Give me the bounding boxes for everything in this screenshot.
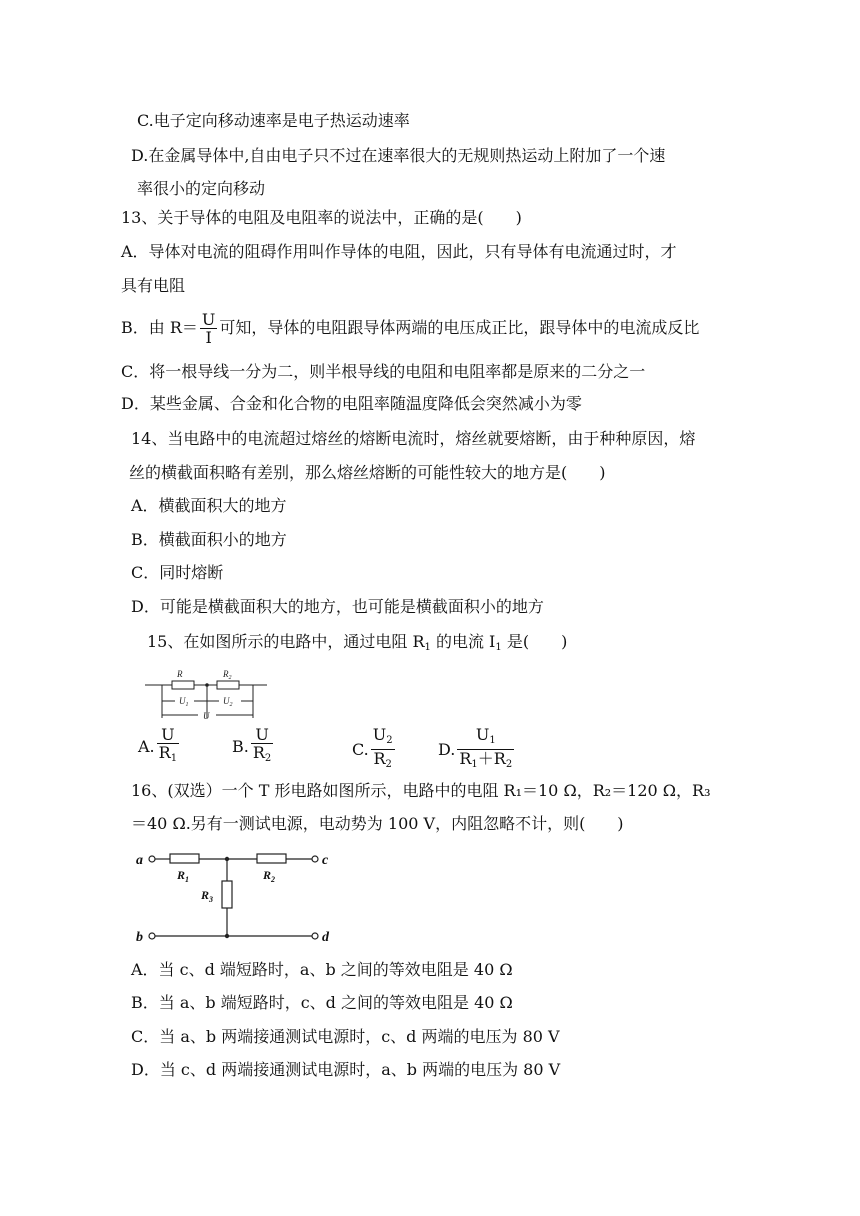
fraction-denominator: I (200, 328, 217, 346)
label-b: b (136, 930, 143, 945)
fraction-denominator (251, 743, 273, 767)
denominator-text: ＋R (477, 749, 506, 768)
denominator-sub: 1 (471, 759, 478, 770)
q16-stem-line2: ＝40 Ω.另有一测试电源，电动势为 100 V，内阻忽略不计，则( ) (131, 814, 624, 833)
q15-option-b (232, 726, 275, 767)
q15-option-a-fraction (157, 726, 179, 767)
q13-option-a-line1: A．导体对电流的阻碍作用叫作导体的电阻，因此，只有导体有电流通过时，才 (121, 242, 677, 261)
label-d: d (322, 930, 329, 945)
q13-stem: 13、关于导体的电阻及电阻率的说法中，正确的是( ) (121, 208, 522, 227)
q12-option-d-line1: D.在金属导体中,自由电子只不过在速率很大的无规则热运动上附加了一个速 (131, 146, 666, 165)
denominator-sub: 1 (170, 753, 178, 764)
label-r1: $R_1$ (177, 868, 190, 884)
q14-option-a: A．横截面积大的地方 (131, 496, 287, 515)
q15-option-b-fraction (251, 726, 273, 767)
q15-stem-sub: 1 (424, 642, 431, 653)
q15-label-r2: $R_2$ (223, 669, 232, 681)
numerator-text: U (475, 725, 490, 744)
fraction-denominator (371, 749, 395, 773)
q15-circuit-diagram (145, 664, 270, 724)
denominator-text: R (158, 743, 171, 762)
q14-option-b: B．横截面积小的地方 (131, 530, 287, 549)
denominator-sub: 2 (385, 759, 392, 770)
resistor-r1 (172, 681, 194, 689)
resistor-r2 (217, 681, 239, 689)
q15-label-u: U (203, 711, 210, 721)
q14-option-c: C．同时熔断 (131, 563, 224, 582)
resistor-r2 (257, 854, 286, 863)
numerator-text: U (372, 725, 387, 744)
denominator-text: R (252, 743, 265, 762)
terminal-a (149, 856, 155, 862)
label-r2: $R_2$ (263, 868, 276, 884)
q13-option-b-fraction (200, 311, 217, 346)
label-r3: $R_3$ (201, 888, 214, 904)
numerator-sub: 2 (386, 735, 393, 746)
denominator-sub: 2 (264, 753, 272, 764)
q13-option-b (121, 308, 699, 348)
q14-option-d: D．可能是横截面积大的地方，也可能是横截面积小的地方 (131, 597, 544, 616)
q16-stem-line1: 16、(双选）一个 T 形电路如图所示，电路中的电阻 R₁＝10 Ω，R₂＝120 Ω，R₃ (131, 781, 711, 800)
q16-option-c: C．当 a、b 两端接通测试电源时，c、d 两端的电压为 80 V (131, 1027, 560, 1046)
q15-stem-text: 15、在如图所示的电路中，通过电阻 R (147, 632, 425, 651)
q16-option-b: B．当 a、b 端短路时，c、d 之间的等效电阻是 40 Ω (131, 993, 513, 1012)
q15-stem-text: 是( ) (501, 632, 568, 651)
resistor-r3 (222, 881, 232, 908)
q14-stem-line2: 丝的横截面积略有差别，那么熔丝熔断的可能性较大的地方是( ) (129, 463, 606, 482)
q12-option-c: C.电子定向移动速率是电子热运动速率 (137, 111, 410, 130)
label-a: a (136, 853, 143, 868)
q15-option-d-fraction (457, 726, 514, 773)
denominator-text: R (459, 749, 472, 768)
q13-option-b-prefix: B．由 R＝ (121, 318, 198, 337)
q16-circuit-diagram (135, 846, 335, 946)
q13-option-a-line2: 具有电阻 (121, 276, 186, 295)
resistor-r1 (170, 854, 199, 863)
fraction-numerator: U (201, 310, 216, 329)
label-c: c (322, 853, 329, 868)
q16-option-a: A．当 c、d 端短路时，a、b 之间的等效电阻是 40 Ω (131, 960, 513, 979)
terminal-b (149, 933, 155, 939)
option-label: A. (138, 737, 155, 756)
q14-stem-line1: 14、当电路中的电流超过熔丝的熔断电流时，熔丝就要熔断，由于种种原因，熔 (131, 429, 696, 448)
q13-option-d: D．某些金属、合金和化合物的电阻率随温度降低会突然减小为零 (121, 394, 582, 413)
terminal-c (312, 856, 318, 862)
denominator-sub: 2 (505, 759, 513, 770)
q16-option-d: D．当 c、d 两端接通测试电源时，a、b 两端的电压为 80 V (131, 1060, 561, 1079)
q15-label-u2: $U_2$ (223, 696, 233, 708)
fraction-numerator (457, 726, 514, 749)
fraction-denominator (157, 743, 179, 767)
q15-label-r1: R (177, 669, 183, 679)
fraction-numerator (371, 726, 395, 749)
q15-stem-sub: 1 (495, 642, 502, 653)
fraction-numerator: U (161, 725, 175, 744)
fraction-numerator: U (255, 725, 269, 744)
q13-option-c: C．将一根导线一分为二，则半根导线的电阻和电阻率都是原来的二分之一 (121, 362, 646, 381)
q15-label-u1: $U_1$ (179, 696, 189, 708)
option-label: B. (232, 737, 249, 756)
q15-option-d (438, 726, 516, 773)
q15-option-c (352, 726, 397, 773)
q15-stem (147, 631, 567, 659)
option-label: C. (352, 740, 369, 759)
q12-option-d-line2: 率很小的定向移动 (137, 179, 266, 198)
q15-option-a (138, 726, 181, 767)
denominator-text: R (373, 749, 386, 768)
numerator-sub: 1 (489, 735, 496, 746)
terminal-d (312, 933, 318, 939)
fraction-denominator (457, 749, 514, 773)
option-label: D. (438, 740, 456, 759)
q15-option-c-fraction (371, 726, 395, 773)
q15-stem-text: 的电流 I (430, 632, 496, 651)
q13-option-b-text: 可知，导体的电阻跟导体两端的电压成正比，跟导体中的电流成反比 (219, 318, 700, 337)
